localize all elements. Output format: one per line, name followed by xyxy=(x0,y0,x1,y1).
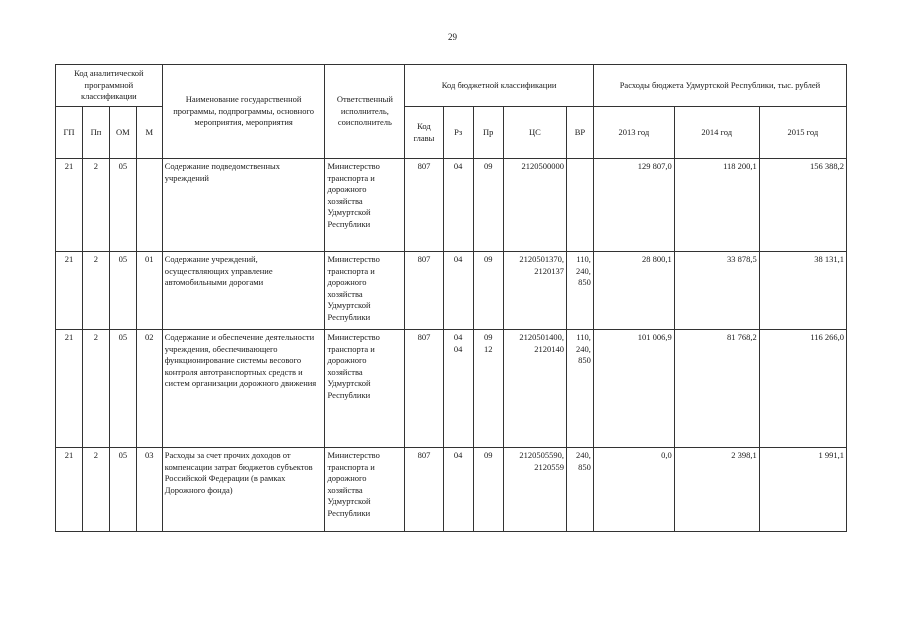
budget-table xyxy=(55,64,847,532)
cell-om: 05 xyxy=(109,330,136,448)
cell-m xyxy=(136,159,162,252)
cell-gp: 21 xyxy=(56,159,83,252)
table-row xyxy=(56,252,847,330)
cell-2015: 38 131,1 xyxy=(759,252,846,330)
cell-vr: 240, 850 xyxy=(566,448,593,532)
cell-gp: 21 xyxy=(56,330,83,448)
cell-vr xyxy=(566,159,593,252)
cell-om: 05 xyxy=(109,159,136,252)
header-gp: ГП xyxy=(56,107,83,159)
header-cs: ЦС xyxy=(503,107,566,159)
cell-2013: 28 800,1 xyxy=(593,252,674,330)
header-executor: Ответственный исполнитель, соисполнитель xyxy=(325,65,405,159)
cell-om: 05 xyxy=(109,252,136,330)
header-pp: Пп xyxy=(82,107,109,159)
header-om: ОМ xyxy=(109,107,136,159)
cell-om: 05 xyxy=(109,448,136,532)
cell-pr: 09 xyxy=(473,448,503,532)
header-expenses: Расходы бюджета Удмуртской Республики, тыс. рублей xyxy=(593,65,846,107)
table-row xyxy=(56,330,847,448)
cell-2013: 101 006,9 xyxy=(593,330,674,448)
cell-m: 01 xyxy=(136,252,162,330)
cell-2015: 1 991,1 xyxy=(759,448,846,532)
cell-2015: 156 388,2 xyxy=(759,159,846,252)
cell-name: Содержание подведомственных учреждений xyxy=(162,159,325,252)
cell-pr: 09 xyxy=(473,252,503,330)
cell-pp: 2 xyxy=(82,159,109,252)
header-analytic-code: Код аналитической программной классификации xyxy=(56,65,163,107)
header-2014: 2014 год xyxy=(674,107,759,159)
cell-2013: 129 807,0 xyxy=(593,159,674,252)
page-number: 29 xyxy=(448,32,457,42)
cell-executor: Министерство транспорта и дорожного хозяйства Удмуртской Республики xyxy=(325,448,405,532)
cell-2014: 81 768,2 xyxy=(674,330,759,448)
table-row xyxy=(56,159,847,252)
cell-pr: 09 12 xyxy=(473,330,503,448)
header-kod-glavy: Код главы xyxy=(405,107,443,159)
header-m: М xyxy=(136,107,162,159)
cell-kod-glavy: 807 xyxy=(405,159,443,252)
header-2015: 2015 год xyxy=(759,107,846,159)
cell-rz: 04 xyxy=(443,448,473,532)
cell-rz: 04 xyxy=(443,252,473,330)
cell-2014: 118 200,1 xyxy=(674,159,759,252)
cell-cs: 2120501400, 2120140 xyxy=(503,330,566,448)
header-name: Наименование государственной программы, подпрограммы, основного мероприятия, мероприятия xyxy=(162,65,325,159)
cell-2013: 0,0 xyxy=(593,448,674,532)
cell-name: Расходы за счет прочих доходов от компенсации затрат бюджетов субъектов Российской Федерации (в рамках Дорожного фонда) xyxy=(162,448,325,532)
cell-rz: 04 04 xyxy=(443,330,473,448)
header-budget-code: Код бюджетной классификации xyxy=(405,65,594,107)
cell-vr: 110, 240, 850 xyxy=(566,330,593,448)
cell-kod-glavy: 807 xyxy=(405,330,443,448)
cell-executor: Министерство транспорта и дорожного хозяйства Удмуртской Республики xyxy=(325,330,405,448)
cell-pp: 2 xyxy=(82,252,109,330)
header-2013: 2013 год xyxy=(593,107,674,159)
cell-m: 03 xyxy=(136,448,162,532)
cell-2014: 33 878,5 xyxy=(674,252,759,330)
cell-gp: 21 xyxy=(56,448,83,532)
cell-executor: Министерство транспорта и дорожного хозяйства Удмуртской Республики xyxy=(325,159,405,252)
cell-cs: 2120501370, 2120137 xyxy=(503,252,566,330)
cell-rz: 04 xyxy=(443,159,473,252)
cell-2015: 116 266,0 xyxy=(759,330,846,448)
cell-2014: 2 398,1 xyxy=(674,448,759,532)
cell-kod-glavy: 807 xyxy=(405,448,443,532)
cell-cs: 2120505590, 2120559 xyxy=(503,448,566,532)
header-vr: ВР xyxy=(566,107,593,159)
table-row xyxy=(56,448,847,532)
cell-pp: 2 xyxy=(82,448,109,532)
cell-name: Содержание и обеспечение деятельности учреждения, обеспечивающего функционирование системы весового контроля автотранспортных средств и систем организации дорожного движения xyxy=(162,330,325,448)
cell-executor: Министерство транспорта и дорожного хозяйства Удмуртской Республики xyxy=(325,252,405,330)
cell-kod-glavy: 807 xyxy=(405,252,443,330)
header-pr: Пр xyxy=(473,107,503,159)
cell-gp: 21 xyxy=(56,252,83,330)
cell-pp: 2 xyxy=(82,330,109,448)
header-rz: Рз xyxy=(443,107,473,159)
cell-name: Содержание учреждений, осуществляющих управление автомобильными дорогами xyxy=(162,252,325,330)
cell-pr: 09 xyxy=(473,159,503,252)
cell-cs: 2120500000 xyxy=(503,159,566,252)
cell-vr: 110, 240, 850 xyxy=(566,252,593,330)
cell-m: 02 xyxy=(136,330,162,448)
